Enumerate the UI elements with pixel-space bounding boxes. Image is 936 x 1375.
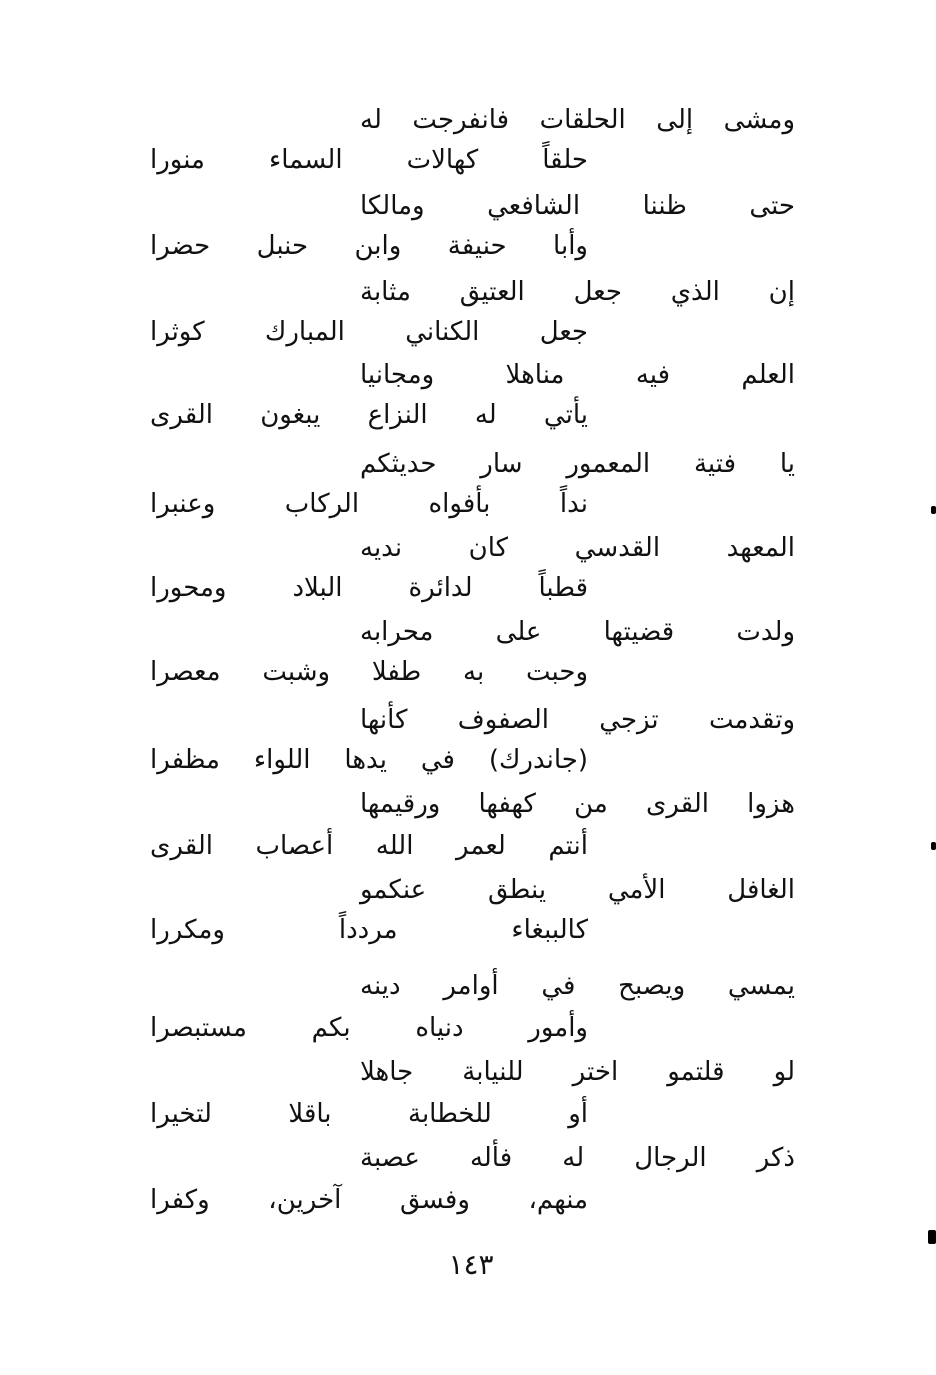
binding-hole-mark [931, 506, 936, 514]
verse-1-second-hemistich: حلقاً كهالات السماء منورا [150, 145, 588, 175]
verse-13-first-hemistich: ذكر الرجال له فأله عصبة [360, 1143, 795, 1173]
verse-8-second-hemistich: (جاندرك) في يدها اللواء مظفرا [150, 745, 588, 775]
verse-5-first-hemistich: يا فتية المعمور سار حديثكم [360, 449, 795, 479]
verse-6-second-hemistich: قطباً لدائرة البلاد ومحورا [150, 573, 588, 603]
verse-10-first-hemistich: الغافل الأمي ينطق عنكمو [360, 875, 795, 905]
binding-hole-mark [928, 1230, 936, 1244]
verse-13-second-hemistich: منهم، وفسق آخرين، وكفرا [150, 1185, 588, 1215]
verse-3-second-hemistich: جعل الكناني المبارك كوثرا [150, 317, 588, 347]
verse-4-first-hemistich: العلم فيه مناهلا ومجانيا [360, 360, 795, 390]
verse-12-first-hemistich: لو قلتمو اختر للنيابة جاهلا [360, 1057, 795, 1087]
page-number: ١٤٣ [448, 1248, 494, 1281]
verse-2-second-hemistich: وأبا حنيفة وابن حنبل حضرا [150, 231, 588, 261]
verse-12-second-hemistich: أو للخطابة باقلا لتخيرا [150, 1099, 588, 1129]
verse-7-second-hemistich: وحبت به طفلا وشبت معصرا [150, 657, 588, 687]
binding-hole-mark [931, 842, 936, 850]
verse-1-first-hemistich: ومشى إلى الحلقات فانفرجت له [360, 105, 795, 135]
verse-6-first-hemistich: المعهد القدسي كان نديه [360, 533, 795, 563]
verse-9-first-hemistich: هزوا القرى من كهفها ورقيمها [360, 789, 795, 819]
verse-8-first-hemistich: وتقدمت تزجي الصفوف كأنها [360, 705, 795, 735]
verse-5-second-hemistich: نداً بأفواه الركاب وعنبرا [150, 489, 588, 519]
verse-3-first-hemistich: إن الذي جعل العتيق مثابة [360, 277, 795, 307]
verse-10-second-hemistich: كالببغاء مردداً ومكررا [150, 915, 588, 945]
verse-9-second-hemistich: أنتم لعمر الله أعصاب القرى [150, 831, 588, 861]
verse-11-first-hemistich: يمسي ويصبح في أوامر دينه [360, 971, 795, 1001]
verse-4-second-hemistich: يأتي له النزاع يبغون القرى [150, 400, 588, 430]
verse-7-first-hemistich: ولدت قضيتها على محرابه [360, 617, 795, 647]
verse-2-first-hemistich: حتى ظننا الشافعي ومالكا [360, 191, 795, 221]
verse-11-second-hemistich: وأمور دنياه بكم مستبصرا [150, 1013, 588, 1043]
